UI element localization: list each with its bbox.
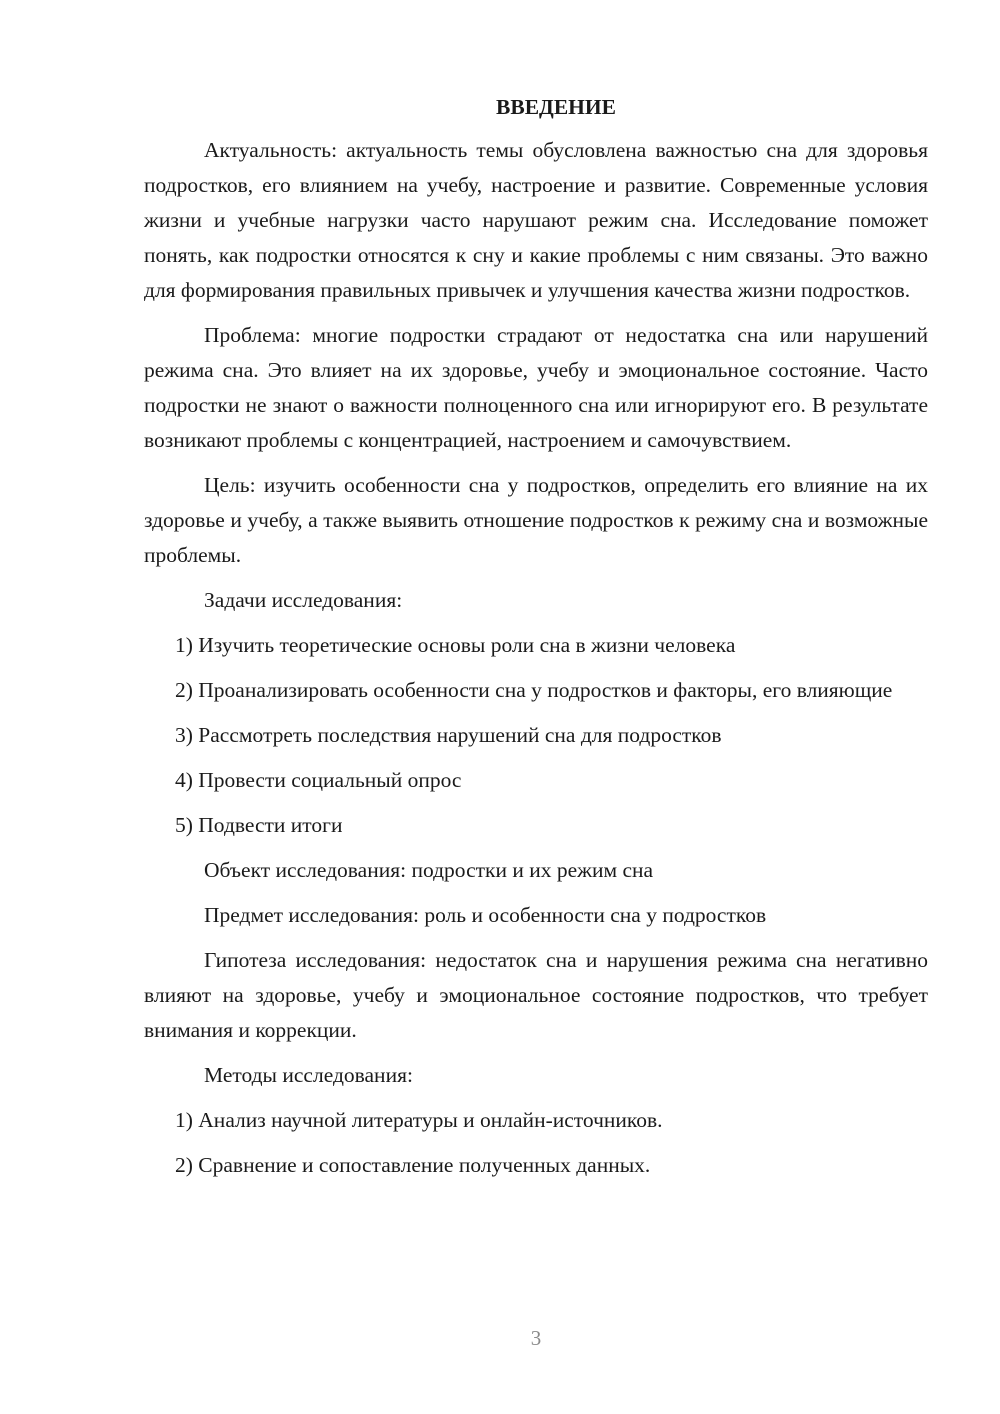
- problem-paragraph: Проблема: многие подростки страдают от недостатка сна или нарушений режима сна. Это влияет на их здоровье, учебу и эмоциональное состояние. Часто подростки не знают о важности полноценного сна или игнорируют его. В результате возникают проблемы с концентрацией, настроением и самочувствием.: [144, 323, 928, 452]
- method-item: 2) Сравнение и сопоставление полученных данных.: [175, 1153, 651, 1177]
- subject-paragraph: Предмет исследования: роль и особенности сна у подростков: [204, 903, 767, 927]
- page-number: 3: [530, 1326, 542, 1350]
- tasks-heading: Задачи исследования:: [204, 588, 403, 612]
- task-item: 3) Рассмотреть последствия нарушений сна для подростков: [175, 723, 722, 747]
- section-title: ВВЕДЕНИЕ: [496, 95, 616, 119]
- task-item: 1) Изучить теоретические основы роли сна в жизни человека: [175, 633, 736, 657]
- task-item: 2) Проанализировать особенности сна у подростков и факторы, его влияющие: [175, 678, 893, 702]
- object-paragraph: Объект исследования: подростки и их режим сна: [204, 858, 654, 882]
- goal-paragraph: Цель: изучить особенности сна у подростков, определить его влияние на их здоровье и учебу, а также выявить отношение подростков к режиму сна и возможные проблемы.: [144, 473, 928, 567]
- hypothesis-paragraph: Гипотеза исследования: недостаток сна и нарушения режима сна негативно влияют на здоровье, учебу и эмоциональное состояние подростков, что требует внимания и коррекции.: [144, 948, 928, 1042]
- methods-heading: Методы исследования:: [204, 1063, 413, 1087]
- task-item: 5) Подвести итоги: [175, 813, 343, 837]
- method-item: 1) Анализ научной литературы и онлайн-источников.: [175, 1108, 663, 1132]
- document-page: [144, 90, 928, 1193]
- relevance-paragraph: Актуальность: актуальность темы обусловлена важностью сна для здоровья подростков, его влиянием на учебу, настроение и развитие. Современные условия жизни и учебные нагрузки часто нарушают режим сна. Исследование поможет понять, как подростки относятся к сну и какие проблемы с ним связаны. Это важно для формирования правильных привычек и улучшения качества жизни подростков.: [144, 138, 928, 302]
- task-item: 4) Провести социальный опрос: [175, 768, 462, 792]
